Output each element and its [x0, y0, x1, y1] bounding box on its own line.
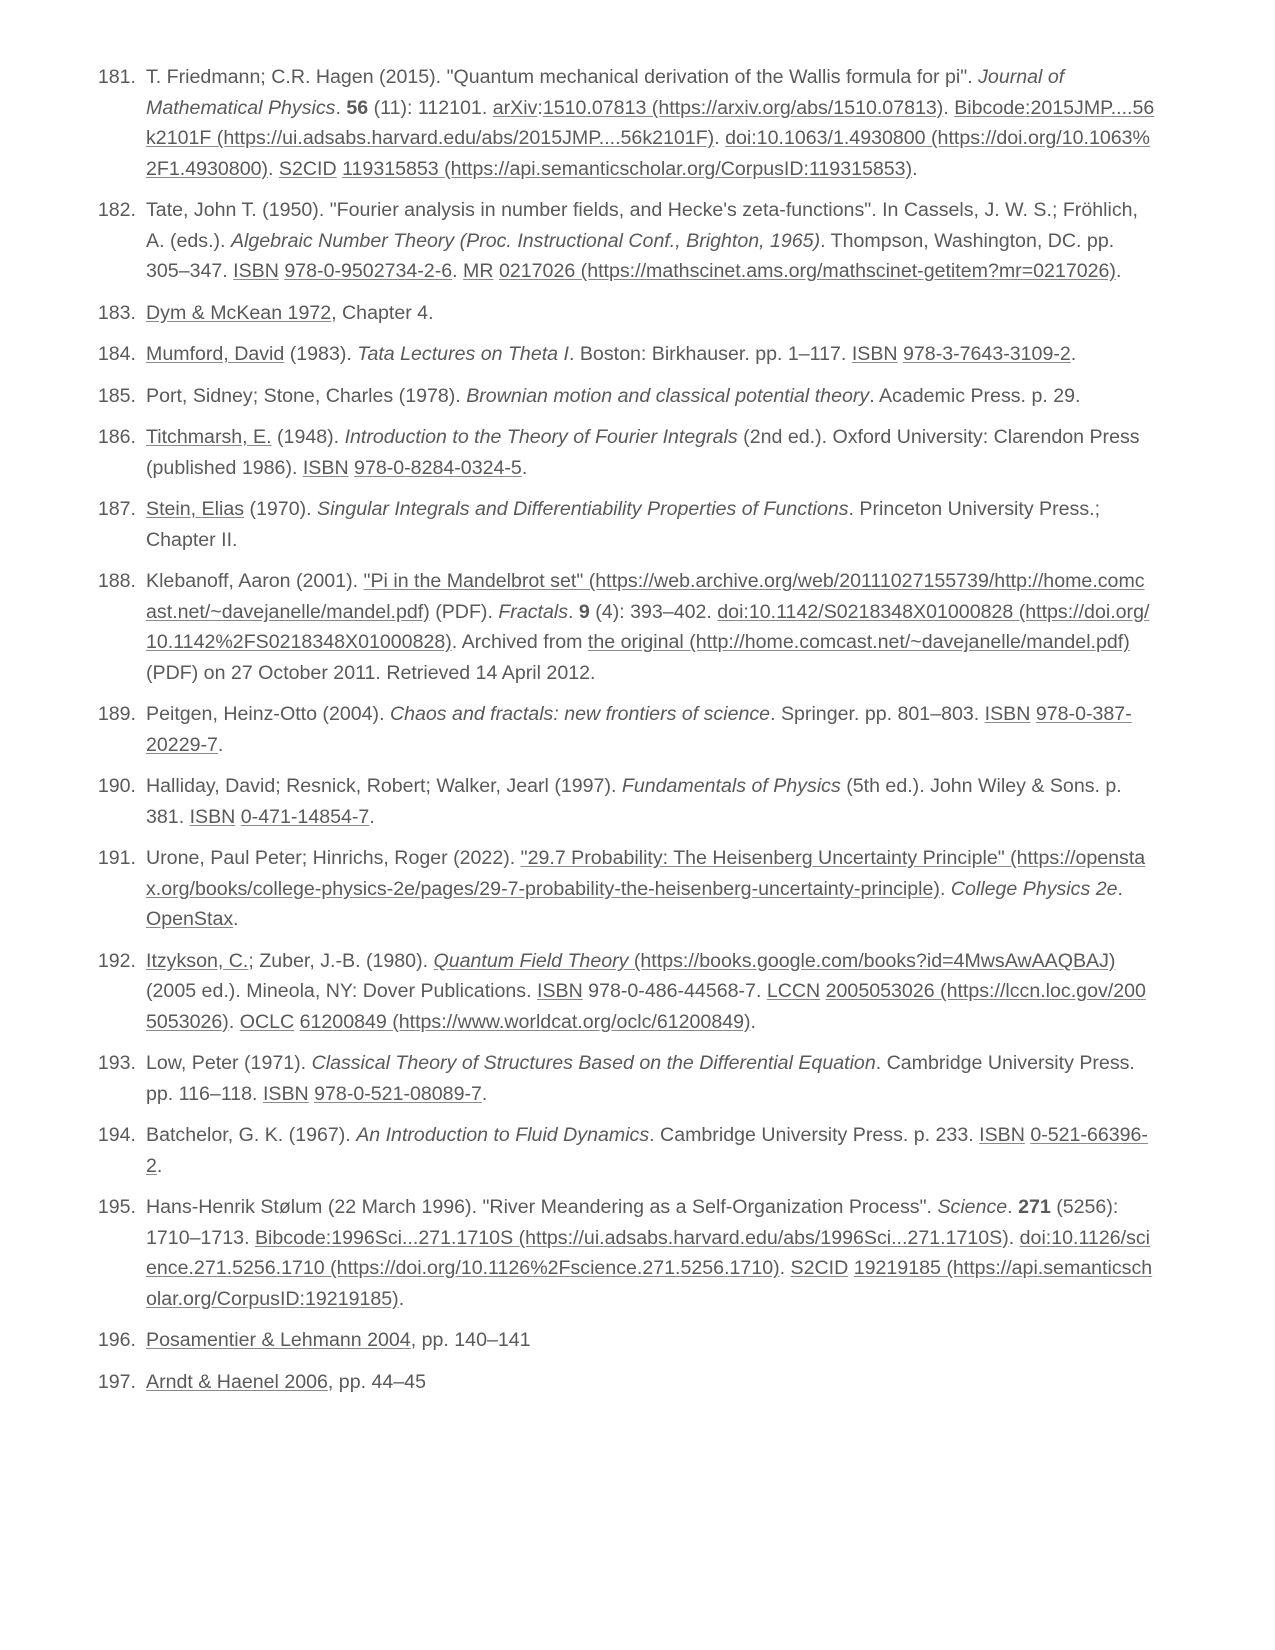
reference-item [92, 195, 1155, 287]
reference-plain-text: Halliday, David; Resnick, Robert; Walker, Jearl (1997). [146, 775, 622, 797]
reference-plain-text: . [939, 877, 951, 900]
reference-external-link[interactable]: (https://books.google.com/books?id=4MwsAwAAQBAJ) [628, 949, 1116, 972]
reference-internal-link[interactable]: Mumford, David [146, 343, 285, 365]
reference-identifier-link[interactable]: ISBN [979, 1124, 1025, 1146]
reference-title-italic: Journal of Mathematical Physics [146, 66, 1065, 119]
reference-identifier-link[interactable]: OCLC [239, 1010, 295, 1033]
reference-internal-link[interactable]: 978-3-7643-3109-2 [903, 343, 1071, 365]
reference-number: 187. [97, 498, 136, 520]
reference-plain-text: . [228, 1010, 240, 1033]
reference-internal-link[interactable]: Itzykson, C. [146, 949, 249, 972]
reference-plain-text: . Princeton University Press.; Chapter II. [146, 498, 1101, 551]
reference-external-link[interactable]: doi:10.1063/1.4930800 (https://doi.org/10.1063%2F1.4930800) [146, 127, 1150, 180]
reference-external-link[interactable]: 19219185 (https://api.semanticscholar.org/CorpusID:19219185) [146, 1257, 1153, 1310]
reference-item [92, 1367, 1155, 1398]
reference-internal-link[interactable]: 978-0-387-20229-7 [146, 703, 1132, 756]
reference-external-link[interactable]: 61200849 (https://www.worldcat.org/oclc/61200849) [299, 1010, 751, 1033]
reference-internal-link[interactable]: Dym & McKean 1972 [146, 301, 332, 324]
reference-number: 189. [97, 703, 136, 725]
reference-text [146, 946, 1155, 1038]
reference-plain-text: . [1008, 1226, 1020, 1249]
reference-internal-link[interactable]: 978-0-521-08089-7 [314, 1082, 482, 1105]
reference-plain-text: (5th ed.). John Wiley & Sons. p. 381. [146, 775, 1122, 828]
reference-text [146, 494, 1155, 555]
reference-item [92, 494, 1155, 555]
reference-plain-text: . [521, 456, 528, 479]
reference-item [92, 1192, 1155, 1314]
reference-external-link[interactable]: "Pi in the Mandelbrot set" (https://web.archive.org/web/20111027155739/http://home.comcast.net/~davejanelle/mandel.pdf) [146, 570, 1145, 623]
reference-number: 182. [97, 199, 136, 221]
reference-plain-text: , pp. 140–141 [410, 1329, 531, 1351]
reference-internal-link[interactable]: Arndt & Haenel 2006 [146, 1370, 328, 1393]
reference-volume-bold: 271 [1018, 1196, 1051, 1218]
reference-item [92, 946, 1155, 1038]
reference-number: 194. [97, 1124, 136, 1146]
reference-number: 185. [97, 384, 136, 407]
reference-number: 188. [97, 570, 136, 592]
reference-item [92, 298, 1155, 329]
reference-plain-text: . Thompson, Washington, DC. pp. 305–347. [146, 229, 1115, 282]
reference-plain-text: (1983). [284, 343, 358, 365]
reference-plain-text: (1948). [271, 426, 345, 448]
reference-plain-text: , pp. 44–45 [327, 1370, 426, 1393]
reference-text [146, 298, 1155, 329]
reference-item [92, 566, 1155, 688]
reference-text [146, 1325, 1155, 1356]
reference-title-italic: An Introduction to Fluid Dynamics [356, 1124, 650, 1146]
reference-text [146, 422, 1155, 483]
reference-identifier-link[interactable]: ISBN [302, 456, 349, 479]
reference-internal-link[interactable]: 978-0-8284-0324-5 [354, 456, 522, 479]
reference-plain-text: . Cambridge University Press. pp. 116–118. [146, 1052, 1135, 1105]
reference-internal-link[interactable]: 0-471-14854-7 [240, 805, 370, 828]
reference-external-link[interactable]: Bibcode:2015JMP....56k2101F (https://ui.adsabs.harvard.edu/abs/2015JMP....56k2101F) [146, 96, 1155, 149]
reference-number: 183. [97, 301, 136, 324]
reference-plain-text: . [1007, 1196, 1019, 1218]
reference-item [92, 771, 1155, 832]
reference-plain-text: . [750, 1010, 756, 1033]
reference-title-italic: Singular Integrals and Differentiability Properties of Functions [317, 498, 849, 520]
reference-volume-bold: 56 [346, 96, 369, 119]
reference-number: 195. [97, 1196, 136, 1218]
reference-title-italic: Chaos and fractals: new frontiers of science [389, 703, 771, 725]
reference-plain-text: (2005 ed.). Mineola, NY: Dover Publications. [146, 980, 537, 1002]
reference-text [146, 1120, 1155, 1181]
reference-identifier-link[interactable]: ISBN [537, 980, 583, 1002]
reference-title-italic: Tata Lectures on Theta I [357, 343, 569, 365]
reference-item [92, 699, 1155, 760]
reference-number: 197. [97, 1370, 136, 1393]
reference-external-link[interactable]: 1510.07813 (https://arxiv.org/abs/1510.07813) [542, 96, 944, 119]
reference-plain-text: . [335, 96, 347, 119]
reference-number: 184. [97, 343, 136, 365]
reference-text [146, 699, 1155, 760]
reference-identifier-link[interactable]: ISBN [851, 343, 898, 365]
reference-plain-text: . Boston: Birkhauser. pp. 1–117. [568, 343, 852, 365]
reference-title-italic: College Physics 2e [950, 877, 1118, 900]
reference-plain-text: T. Friedmann; C.R. Hagen (2015). "Quantum mechanical derivation of the Wallis formula for pi". [146, 66, 979, 88]
reference-plain-text: Low, Peter (1971). [146, 1052, 312, 1074]
reference-list [92, 62, 1155, 1397]
reference-title-italic: Introduction to the Theory of Fourier Integrals [344, 426, 738, 448]
reference-plain-text: (4): 393–402. [589, 600, 718, 623]
reference-plain-text: . Cambridge University Press. p. 233. [649, 1124, 980, 1146]
reference-identifier-link[interactable]: ISBN [984, 703, 1031, 725]
reference-item [92, 1325, 1155, 1356]
reference-plain-text: . [233, 908, 239, 930]
reference-item [92, 422, 1155, 483]
reference-title-italic: Science [937, 1196, 1008, 1218]
reference-plain-text: (5256): 1710–1713. [146, 1196, 1119, 1249]
reference-external-link[interactable]: doi:10.1142/S0218348X01000828 (https://doi.org/10.1142%2FS0218348X01000828) [146, 600, 1150, 653]
reference-plain-text: . [1070, 343, 1077, 365]
reference-external-link[interactable]: 2005053026 (https://lccn.loc.gov/2005053026) [146, 980, 1146, 1033]
reference-plain-text: Tate, John T. (1950). "Fourier analysis in number fields, and Hecke's zeta-functions". In Cassels, J. W. S.; Fröhlich, A. (eds.). [146, 199, 1138, 252]
reference-internal-link[interactable]: Stein, Elias [146, 498, 245, 520]
reference-title-italic: Fundamentals of Physics [621, 775, 841, 797]
reference-plain-text: . [943, 96, 955, 119]
reference-item [92, 62, 1155, 184]
reference-external-link[interactable]: the original (http://home.comcast.net/~davejanelle/mandel.pdf) [587, 631, 1130, 653]
reference-plain-text: Urone, Paul Peter; Hinrichs, Roger (2022). [146, 847, 521, 869]
reference-plain-text: (PDF). [429, 600, 499, 623]
reference-plain-text: . Academic Press. p. 29. [869, 384, 1081, 407]
reference-number: 186. [97, 426, 136, 448]
reference-plain-text: . [156, 1154, 163, 1177]
reference-external-link[interactable]: 0217026 (https://mathscinet.ams.org/mathscinet-getitem?mr=0217026) [498, 260, 1116, 282]
reference-plain-text: . [369, 805, 375, 828]
reference-volume-bold: 9 [578, 600, 590, 623]
reference-item [92, 339, 1155, 370]
reference-plain-text: Peitgen, Heinz-Otto (2004). [146, 703, 390, 725]
reference-plain-text: (11): 112101. [368, 96, 493, 119]
reference-item [92, 381, 1155, 412]
reference-text [146, 1367, 1155, 1398]
reference-identifier-link[interactable]: LCCN [766, 980, 821, 1002]
reference-plain-text: (2nd ed.). Oxford University: Clarendon Press (published 1986). [146, 426, 1140, 479]
reference-title-italic: Algebraic Number Theory (Proc. Instructional Conf., Brighton, 1965) [230, 229, 821, 252]
reference-plain-text: . [217, 733, 224, 756]
reference-external-link-title[interactable]: Quantum Field Theory [433, 949, 629, 972]
reference-identifier-link[interactable]: arXiv [492, 96, 538, 119]
reference-title-italic: Classical Theory of Structures Based on the Differential Equation [311, 1052, 876, 1074]
reference-text [146, 381, 1155, 412]
reference-item [92, 1120, 1155, 1181]
reference-internal-link[interactable]: 978-0-9502734-2-6 [284, 260, 453, 282]
reference-title-italic: Brownian motion and classical potential theory [466, 384, 870, 407]
reference-identifier-link[interactable]: ISBN [189, 805, 236, 828]
reference-internal-link[interactable]: Posamentier & Lehmann 2004 [146, 1329, 411, 1351]
reference-plain-text: . [912, 157, 918, 180]
reference-text [146, 62, 1155, 184]
reference-plain-text: Klebanoff, Aaron (2001). [146, 570, 364, 592]
reference-plain-text: . [714, 127, 726, 149]
reference-plain-text: . [779, 1257, 791, 1279]
reference-number: 193. [97, 1052, 136, 1074]
reference-identifier-link[interactable]: S2CID [278, 157, 337, 180]
reference-internal-link[interactable]: OpenStax [146, 908, 234, 930]
reference-text [146, 566, 1155, 688]
reference-number: 192. [97, 949, 136, 972]
reference-number: 191. [97, 847, 136, 869]
reference-plain-text: . [568, 600, 579, 623]
reference-plain-text: Batchelor, G. K. (1967). [146, 1124, 357, 1146]
reference-number: 181. [97, 66, 136, 88]
reference-identifier-link[interactable]: ISBN [233, 260, 279, 282]
reference-plain-text: . [452, 260, 464, 282]
reference-number: 190. [97, 775, 136, 797]
reference-internal-link[interactable]: Titchmarsh, E. [146, 426, 272, 448]
reference-plain-text: : [537, 96, 543, 119]
reference-external-link[interactable]: Bibcode:1996Sci...271.1710S (https://ui.adsabs.harvard.edu/abs/1996Sci...271.1710S) [254, 1226, 1009, 1249]
reference-title-italic: Fractals [498, 600, 569, 623]
reference-plain-text: . [1115, 260, 1122, 282]
reference-plain-text: . [481, 1082, 488, 1105]
reference-text [146, 771, 1155, 832]
reference-plain-text: Hans-Henrik Stølum (22 March 1996). "River Meandering as a Self-Organization Process". [146, 1196, 938, 1218]
reference-plain-text: Port, Sidney; Stone, Charles (1978). [146, 384, 467, 407]
reference-plain-text: . [268, 157, 279, 180]
reference-plain-text: . Springer. pp. 801–803. [770, 703, 985, 725]
reference-text [146, 1048, 1155, 1109]
reference-identifier-link[interactable]: S2CID [790, 1257, 849, 1279]
reference-plain-text: . [398, 1287, 405, 1310]
reference-plain-text: ; Zuber, J.-B. (1980). [248, 949, 434, 972]
reference-plain-text: 978-0-486-44568-7. [582, 980, 767, 1002]
reference-external-link[interactable]: "29.7 Probability: The Heisenberg Uncertainty Principle" (https://openstax.org/books/college-physics-2e/pages/29-7-probability-the-heisenberg-uncertainty-principle) [146, 847, 1146, 900]
reference-identifier-link[interactable]: MR [463, 260, 494, 282]
reference-item [92, 843, 1155, 935]
reference-internal-link[interactable]: 0-521-66396-2 [146, 1124, 1148, 1177]
reference-plain-text: . Archived from [451, 631, 588, 653]
reference-text [146, 843, 1155, 935]
reference-plain-text: (PDF) on 27 October 2011. Retrieved 14 April 2012. [146, 661, 596, 684]
reference-plain-text: , Chapter 4. [331, 301, 434, 324]
reference-external-link[interactable]: doi:10.1126/science.271.5256.1710 (https://doi.org/10.1126%2Fscience.271.5256.1710) [146, 1226, 1151, 1279]
reference-plain-text: . [1117, 877, 1123, 900]
reference-item [92, 1048, 1155, 1109]
reference-text [146, 1192, 1155, 1314]
reference-text [146, 339, 1155, 370]
reference-plain-text: (1970). [244, 498, 318, 520]
reference-text [146, 195, 1155, 287]
reference-external-link[interactable]: 119315853 (https://api.semanticscholar.org/CorpusID:119315853) [342, 157, 913, 180]
reference-number: 196. [97, 1329, 136, 1351]
reference-identifier-link[interactable]: ISBN [262, 1082, 309, 1105]
